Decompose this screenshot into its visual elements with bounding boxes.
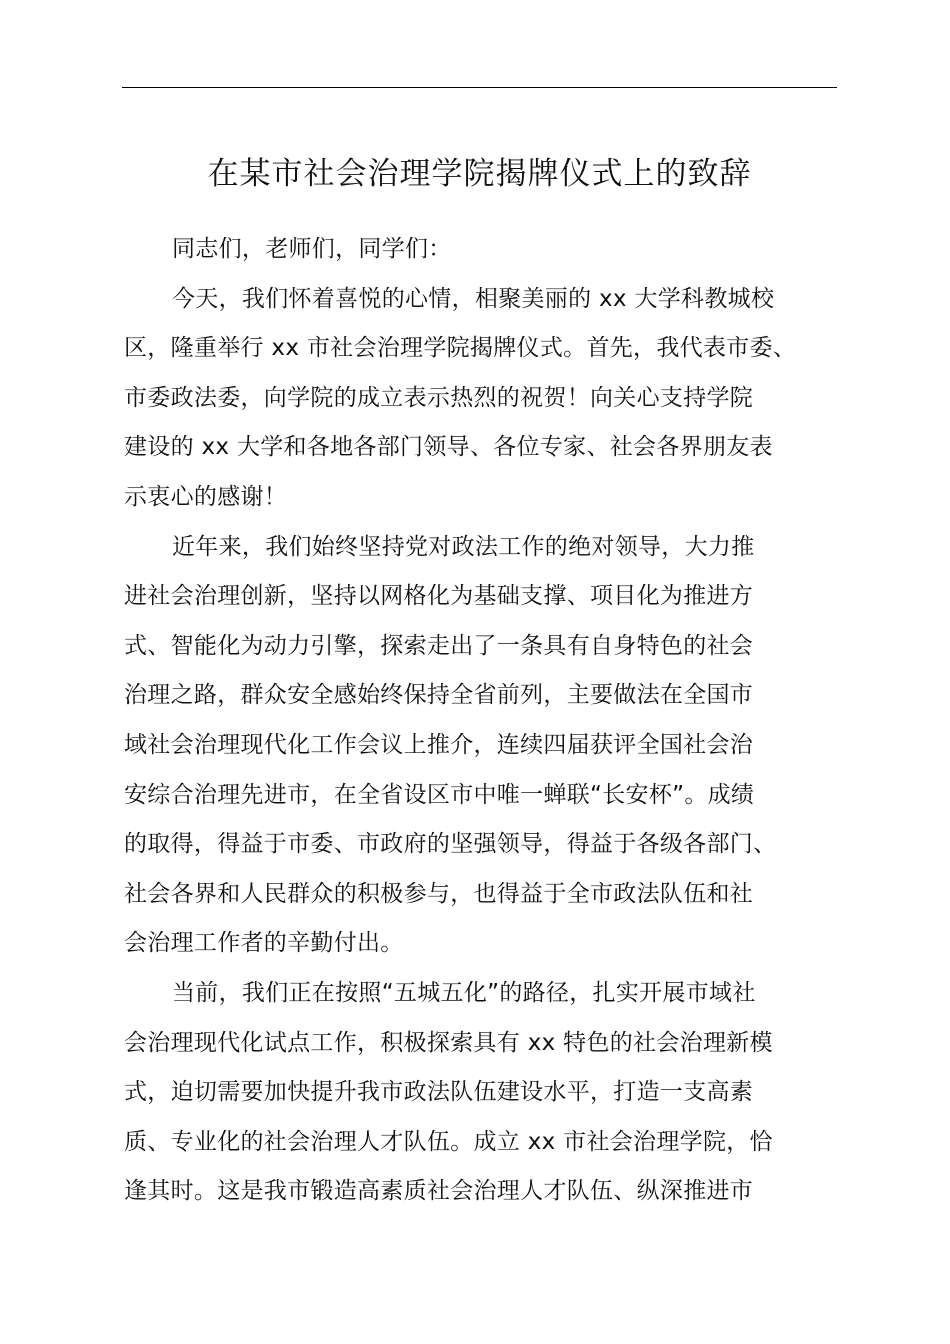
paragraph-line: 建设的 xx 大学和各地各部门领导、各位专家、社会各界朋友表 (124, 434, 773, 461)
document-body (124, 225, 842, 1217)
paragraph-1 (124, 275, 842, 523)
paragraph-line: 式，迫切需要加快提升我市政法队伍建设水平，打造一支高素 (124, 1079, 754, 1106)
paragraph-line: 会治理现代化试点工作，积极探索具有 xx 特色的社会治理新模 (124, 1029, 773, 1056)
paragraph-2 (124, 523, 842, 969)
paragraph-line: 今天，我们怀着喜悦的心情，相聚美丽的 xx 大学科教城校 (172, 285, 775, 312)
paragraph-line: 区，隆重举行 xx 市社会治理学院揭牌仪式。首先，我代表市委、 (124, 335, 797, 362)
document-title: 在某市社会治理学院揭牌仪式上的致辞 (207, 156, 752, 192)
paragraph-line: 会治理工作者的辛勤付出。 (124, 930, 404, 957)
salutation: 同志们，老师们，同学们： (172, 236, 452, 262)
paragraph-line: 安综合治理先进市，在全省设区市中唯一蝉联“长安杯”。成绩 (124, 781, 755, 808)
paragraph-line: 的取得，得益于市委、市政府的坚强领导，得益于各级各部门、 (124, 831, 777, 858)
header-rule (122, 87, 837, 88)
paragraph-3 (124, 969, 842, 1217)
paragraph-line: 近年来，我们始终坚持党对政法工作的绝对领导，大力推 (172, 533, 755, 560)
paragraph-line: 质、专业化的社会治理人才队伍。成立 xx 市社会治理学院，恰 (124, 1128, 773, 1155)
paragraph-line: 示衷心的感谢！ (124, 483, 288, 510)
paragraph-line: 域社会治理现代化工作会议上推介，连续四届获评全国社会治 (124, 731, 754, 758)
paragraph-line: 当前，我们正在按照“五城五化”的路径，扎实开展市域社 (172, 979, 756, 1006)
paragraph-line: 治理之路，群众安全感始终保持全省前列，主要做法在全国市 (124, 682, 754, 709)
paragraph-line: 逢其时。这是我市锻造高素质社会治理人才队伍、纵深推进市 (124, 1178, 754, 1205)
paragraph-line: 式、智能化为动力引擎，探索走出了一条具有自身特色的社会 (124, 632, 754, 659)
paragraph-line: 社会各界和人民群众的积极参与，也得益于全市政法队伍和社 (124, 880, 754, 907)
paragraph-line: 进社会治理创新，坚持以网格化为基础支撑、项目化为推进方 (124, 583, 754, 610)
paragraph-line: 市委政法委，向学院的成立表示热烈的祝贺！向关心支持学院 (124, 384, 754, 411)
